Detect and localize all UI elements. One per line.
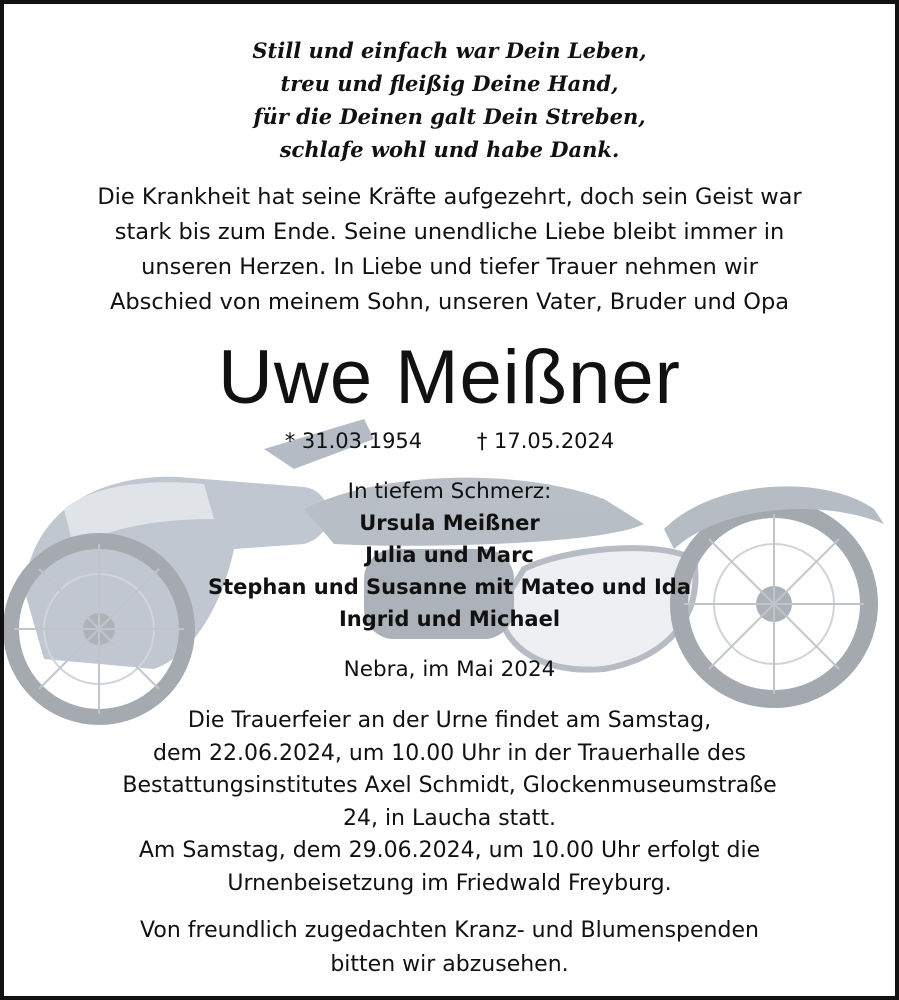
ceremony-line: Die Trauerfeier an der Urne findet am Samstag,	[187, 708, 712, 733]
intro-text	[24, 180, 875, 320]
mourner-name: Stephan und Susanne mit Mateo und Ida	[207, 575, 692, 599]
closing-request	[34, 914, 865, 982]
ceremony-line: Urnenbeisetzung im Friedwald Freyburg.	[227, 870, 672, 896]
verse-line: treu und fleißig Deine Hand,	[280, 71, 619, 96]
closing-line: Von freundlich zugedachten Kranz- und Blumenspenden	[140, 918, 759, 943]
mourner-name: Ursula Meißner	[359, 511, 540, 535]
place-date: Nebra, im Mai 2024	[343, 657, 556, 682]
mourners-label: In tiefem Schmerz:	[347, 479, 552, 504]
mourners-list	[4, 507, 895, 635]
ceremony-info	[34, 705, 865, 900]
life-dates	[4, 426, 895, 456]
intro-line: unseren Herzen. In Liebe und tiefer Trauer nehmen wir	[141, 254, 758, 280]
verse-line: schlafe wohl und habe Dank.	[279, 137, 620, 162]
verse-line: Still und einfach war Dein Leben,	[252, 38, 647, 63]
ceremony-line: Am Samstag, dem 29.06.2024, um 10.00 Uhr erfolgt die	[138, 838, 761, 863]
intro-line: Abschied von meinem Sohn, unseren Vater, Bruder und Opa	[109, 289, 790, 315]
birth-date: * 31.03.1954	[284, 429, 423, 453]
closing-line: bitten wir abzusehen.	[330, 952, 569, 977]
ceremony-line: 24, in Laucha statt.	[342, 805, 557, 831]
memorial-verse	[4, 34, 895, 166]
ceremony-line: dem 22.06.2024, um 10.00 Uhr in der Trauerhalle des	[153, 740, 746, 766]
deceased-name: Uwe Meißner	[218, 335, 681, 420]
mourner-name: Ingrid und Michael	[338, 607, 561, 631]
intro-line: stark bis zum Ende. Seine unendliche Liebe bleibt immer in	[114, 219, 785, 245]
intro-line: Die Krankheit hat seine Kräfte aufgezehrt, doch sein Geist war	[97, 184, 802, 210]
verse-line: für die Deinen galt Dein Streben,	[253, 104, 646, 129]
death-date: † 17.05.2024	[476, 429, 615, 453]
mourner-name: Julia und Marc	[365, 543, 534, 567]
ceremony-line: Bestattungsinstitutes Axel Schmidt, Glockenmuseumstraße	[122, 773, 777, 798]
